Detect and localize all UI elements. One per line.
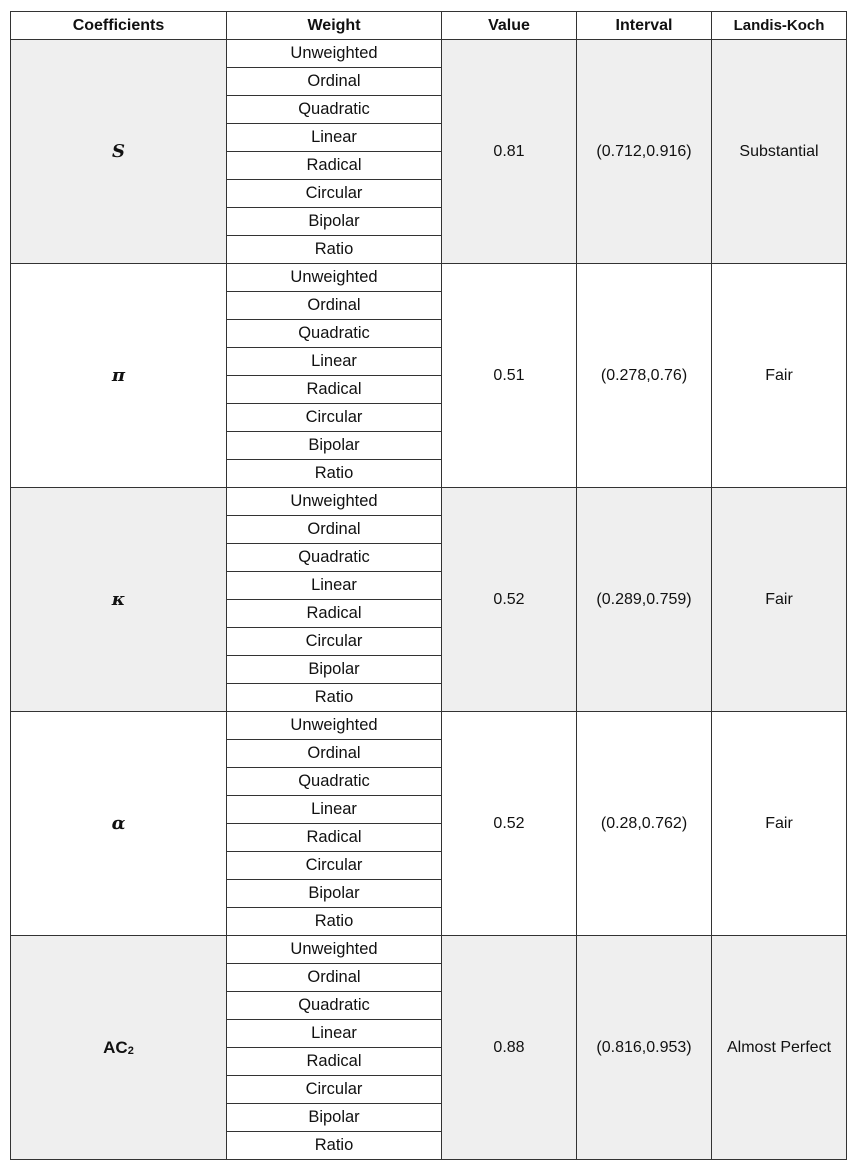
weight-cell: Quadratic xyxy=(227,96,442,124)
coefficient-cell xyxy=(11,712,227,936)
weight-cell: Circular xyxy=(227,1076,442,1104)
header-row xyxy=(11,12,847,40)
coefficient-group xyxy=(11,936,847,1160)
value-cell: 0.52 xyxy=(442,488,577,712)
coefficient-subscript: 2 xyxy=(127,1044,134,1057)
coefficient-cell xyxy=(11,936,227,1160)
weight-cell: Linear xyxy=(227,796,442,824)
coefficient-group xyxy=(11,488,847,712)
landis-koch-cell: Fair xyxy=(712,488,847,712)
weight-cell: Bipolar xyxy=(227,1104,442,1132)
weight-cell: Bipolar xyxy=(227,656,442,684)
weight-cell: Circular xyxy=(227,180,442,208)
weight-cell: Unweighted xyxy=(227,40,442,68)
coefficient-name: π xyxy=(111,365,126,386)
coefficient-symbol xyxy=(103,1038,134,1057)
weight-cell: Circular xyxy=(227,628,442,656)
weight-cell: Ordinal xyxy=(227,68,442,96)
table-row xyxy=(11,712,847,740)
table-header xyxy=(11,12,847,40)
weight-cell: Quadratic xyxy=(227,544,442,572)
interval-cell: (0.816,0.953) xyxy=(577,936,712,1160)
coefficient-name: S xyxy=(112,141,125,162)
weight-cell: Ratio xyxy=(227,908,442,936)
header-coefficients: Coefficients xyxy=(11,12,227,40)
table-row xyxy=(11,488,847,516)
header-landis-koch: Landis-Koch xyxy=(712,12,847,40)
weight-cell: Unweighted xyxy=(227,264,442,292)
coefficient-symbol xyxy=(112,141,125,162)
weight-cell: Quadratic xyxy=(227,992,442,1020)
value-cell: 0.88 xyxy=(442,936,577,1160)
value-cell: 0.51 xyxy=(442,264,577,488)
weight-cell: Linear xyxy=(227,348,442,376)
value-cell: 0.81 xyxy=(442,40,577,264)
header-interval: Interval xyxy=(577,12,712,40)
coefficient-group xyxy=(11,264,847,488)
weight-cell: Ordinal xyxy=(227,964,442,992)
weight-cell: Circular xyxy=(227,404,442,432)
weight-cell: Bipolar xyxy=(227,880,442,908)
coefficient-cell xyxy=(11,40,227,264)
coefficient-group xyxy=(11,712,847,936)
weight-cell: Linear xyxy=(227,124,442,152)
interval-cell: (0.712,0.916) xyxy=(577,40,712,264)
weight-cell: Radical xyxy=(227,824,442,852)
landis-koch-cell: Fair xyxy=(712,264,847,488)
coefficients-table xyxy=(10,11,847,1160)
coefficient-symbol xyxy=(112,813,126,834)
weight-cell: Radical xyxy=(227,600,442,628)
weight-cell: Circular xyxy=(227,852,442,880)
coefficient-cell xyxy=(11,264,227,488)
weight-cell: Ratio xyxy=(227,460,442,488)
weight-cell: Ratio xyxy=(227,236,442,264)
coefficient-name: κ xyxy=(111,589,126,610)
header-weight: Weight xyxy=(227,12,442,40)
coefficient-cell xyxy=(11,488,227,712)
weight-cell: Unweighted xyxy=(227,936,442,964)
weight-cell: Unweighted xyxy=(227,712,442,740)
weight-cell: Quadratic xyxy=(227,768,442,796)
weight-cell: Radical xyxy=(227,152,442,180)
weight-cell: Radical xyxy=(227,1048,442,1076)
weight-cell: Linear xyxy=(227,1020,442,1048)
weight-cell: Bipolar xyxy=(227,432,442,460)
weight-cell: Ratio xyxy=(227,1132,442,1160)
weight-cell: Quadratic xyxy=(227,320,442,348)
landis-koch-cell: Almost Perfect xyxy=(712,936,847,1160)
interval-cell: (0.278,0.76) xyxy=(577,264,712,488)
landis-koch-cell: Fair xyxy=(712,712,847,936)
weight-cell: Ordinal xyxy=(227,740,442,768)
weight-cell: Ordinal xyxy=(227,292,442,320)
interval-cell: (0.289,0.759) xyxy=(577,488,712,712)
value-cell: 0.52 xyxy=(442,712,577,936)
weight-cell: Linear xyxy=(227,572,442,600)
coefficient-name: AC xyxy=(103,1037,128,1057)
coefficient-symbol xyxy=(112,589,126,610)
coefficient-name: α xyxy=(111,813,126,834)
weight-cell: Radical xyxy=(227,376,442,404)
coefficient-symbol xyxy=(112,365,125,386)
landis-koch-cell: Substantial xyxy=(712,40,847,264)
weight-cell: Bipolar xyxy=(227,208,442,236)
table-row xyxy=(11,264,847,292)
weight-cell: Ordinal xyxy=(227,516,442,544)
weight-cell: Unweighted xyxy=(227,488,442,516)
table-row xyxy=(11,40,847,68)
weight-cell: Ratio xyxy=(227,684,442,712)
header-value: Value xyxy=(442,12,577,40)
interval-cell: (0.28,0.762) xyxy=(577,712,712,936)
table-row xyxy=(11,936,847,964)
coefficient-group xyxy=(11,40,847,264)
